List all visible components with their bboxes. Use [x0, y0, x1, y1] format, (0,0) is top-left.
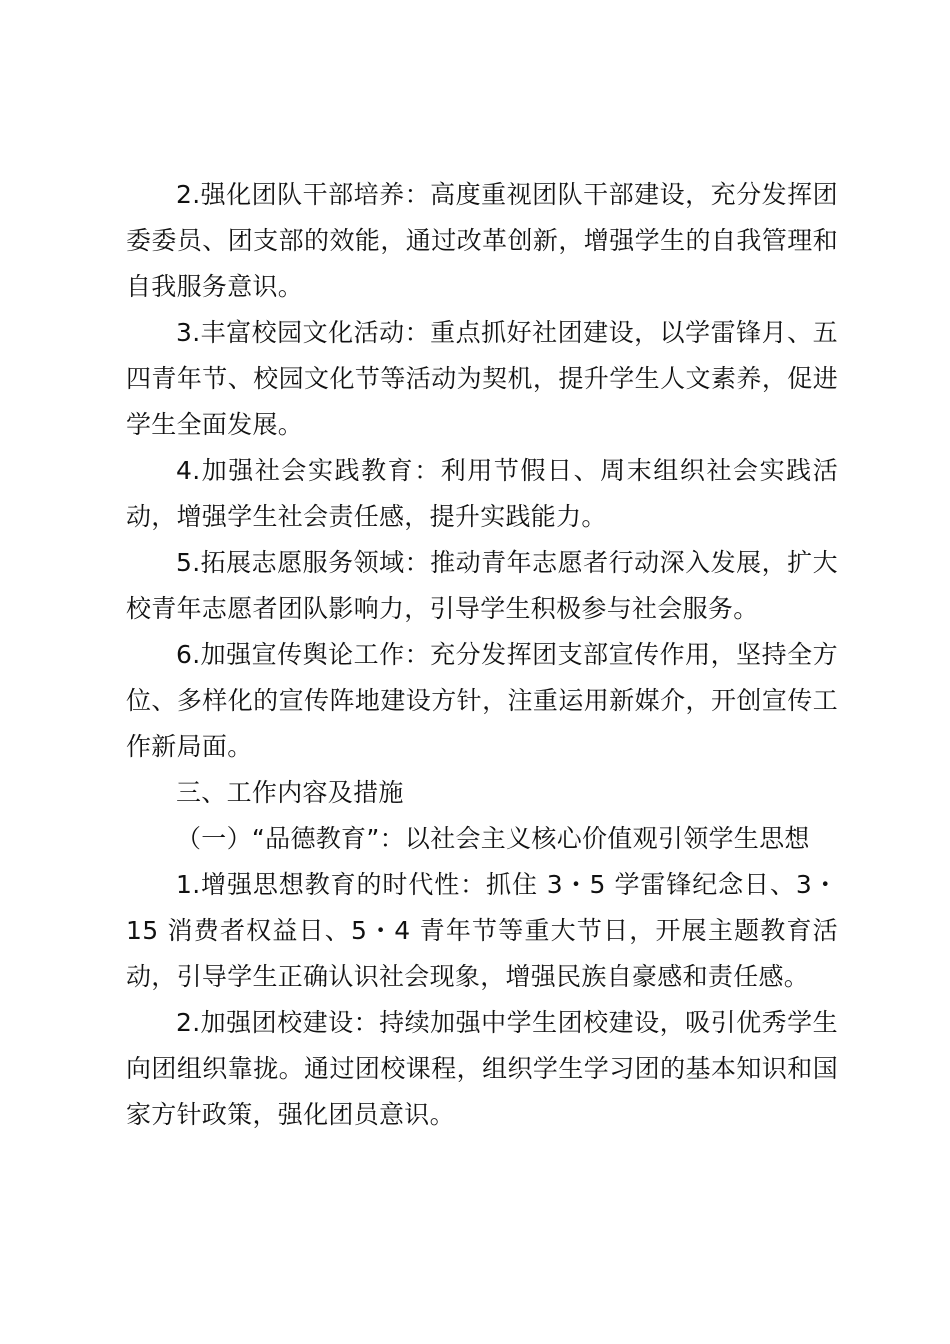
- paragraph-cadre-training: 2.强化团队干部培养：高度重视团队干部建设，充分发挥团委委员、团支部的效能，通过改革创新，增强学生的自我管理和自我服务意识。: [126, 180, 838, 301]
- paragraph-publicity-work: 6.加强宣传舆论工作：充分发挥团支部宣传作用，坚持全方位、多样化的宣传阵地建设方针，注重运用新媒介，开创宣传工作新局面。: [126, 640, 838, 761]
- paragraph-volunteer-service: 5.拓展志愿服务领域：推动青年志愿者行动深入发展，扩大校青年志愿者团队影响力，引导学生积极参与社会服务。: [126, 548, 838, 623]
- document-body: [126, 172, 838, 1138]
- paragraph-ideological-education: 1.增强思想教育的时代性：抓住 3・5 学雷锋纪念日、3・15 消费者权益日、5・4 青年节等重大节日，开展主题教育活动，引导学生正确认识社会现象，增强民族自豪感和责任感。: [126, 870, 838, 991]
- paragraph-social-practice: 4.加强社会实践教育：利用节假日、周末组织社会实践活动，增强学生社会责任感，提升实践能力。: [126, 456, 838, 531]
- paragraph-league-school: 2.加强团校建设：持续加强中学生团校建设，吸引优秀学生向团组织靠拢。通过团校课程，组织学生学习团的基本知识和国家方针政策，强化团员意识。: [126, 1008, 838, 1129]
- paragraph-campus-culture: 3.丰富校园文化活动：重点抓好社团建设，以学雷锋月、五四青年节、校园文化节等活动为契机，提升学生人文素养，促进学生全面发展。: [126, 318, 838, 439]
- section-heading-work-content: 三、工作内容及措施: [176, 778, 404, 807]
- subsection-heading-moral-education: （一）“品德教育”：以社会主义核心价值观引领学生思想: [176, 824, 810, 853]
